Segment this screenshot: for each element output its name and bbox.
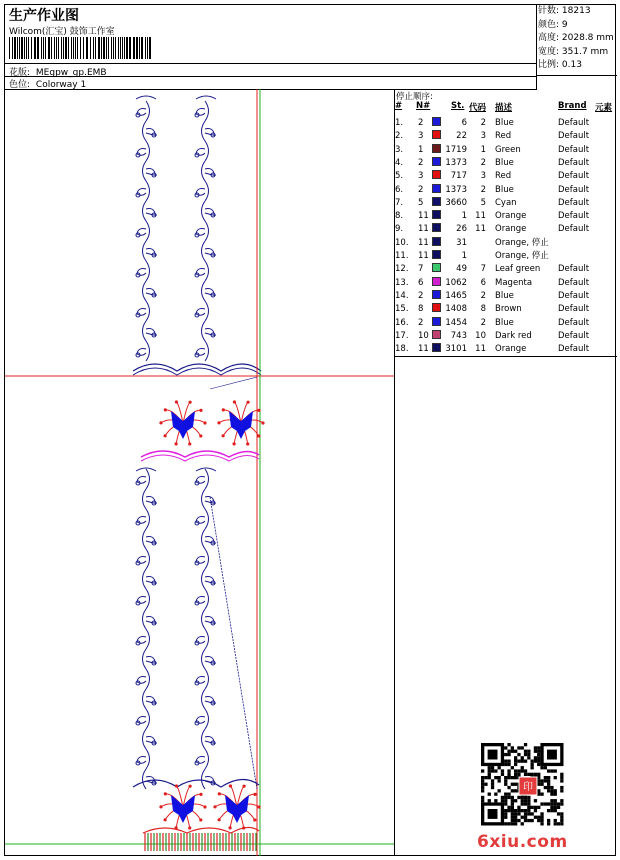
page-title: 生产作业图 <box>9 8 79 24</box>
row-n: 11 <box>418 211 429 222</box>
row-desc: Orange <box>495 344 527 355</box>
row-code: 2 <box>480 157 486 168</box>
row-n: 2 <box>418 290 424 301</box>
row-desc: Red <box>495 131 512 142</box>
watermark-text: 6xiu.com <box>477 832 568 852</box>
row-code: 2 <box>480 290 486 301</box>
embroidery-canvas <box>5 89 394 856</box>
row-brand: Default <box>558 304 590 315</box>
row-code: 11 <box>475 344 486 355</box>
color-swatch <box>432 170 441 179</box>
svg-text:印: 印 <box>523 782 533 793</box>
row-n: 5 <box>418 197 424 208</box>
col-header-stitches: St. <box>451 101 465 111</box>
legend-row <box>394 184 617 197</box>
row-stitches: 1062 <box>445 277 467 288</box>
red-seal-icon <box>519 777 537 795</box>
info-scale: 比例: 0.13 <box>538 60 582 70</box>
color-swatch <box>432 330 441 339</box>
row-stitches: 22 <box>456 131 467 142</box>
row-num: 18. <box>395 344 409 355</box>
row-n: 11 <box>418 344 429 355</box>
row-n: 11 <box>418 251 429 261</box>
row-num: 8. <box>395 211 404 222</box>
row-n: 8 <box>418 304 424 315</box>
legend-row <box>394 130 617 143</box>
stop-sequence-legend <box>394 89 617 357</box>
color-swatch <box>432 130 441 139</box>
row-code: 2 <box>480 317 486 328</box>
row-desc: Cyan <box>495 197 517 208</box>
col-header-desc: 描述 <box>495 103 513 113</box>
row-brand: Default <box>558 344 590 355</box>
row-stitches: 717 <box>450 171 467 182</box>
row-stitches: 31 <box>456 237 467 248</box>
row-num: 14. <box>395 290 409 301</box>
row-num: 3. <box>395 144 404 155</box>
row-n: 10 <box>418 330 429 341</box>
row-brand: Default <box>558 224 590 235</box>
row-brand: Default <box>558 197 590 208</box>
legend-row <box>394 290 617 303</box>
color-swatch <box>432 210 441 219</box>
row-num: 13. <box>395 277 409 288</box>
design-file-value: MEgpw_gp.EMB <box>35 68 107 78</box>
row-num: 6. <box>395 184 404 195</box>
row-desc: Orange <box>495 211 527 222</box>
design-info-panel <box>536 5 617 76</box>
row-brand: Default <box>558 184 590 195</box>
row-brand: Default <box>558 171 590 182</box>
row-code: 11 <box>475 211 486 222</box>
row-stitches: 1 <box>461 251 467 261</box>
row-stitches: 743 <box>450 330 467 341</box>
row-stitches: 1408 <box>445 304 467 315</box>
row-desc: Blue <box>495 317 514 328</box>
legend-row <box>394 157 617 170</box>
col-header-brand: Brand <box>558 101 587 111</box>
row-code: 5 <box>480 197 486 208</box>
legend-row <box>394 210 617 223</box>
color-swatch <box>432 343 441 352</box>
row-n: 3 <box>418 171 424 182</box>
row-desc: Orange, 停止 <box>495 237 549 248</box>
color-swatch <box>432 250 441 259</box>
row-num: 5. <box>395 171 404 182</box>
row-brand: Default <box>558 211 590 222</box>
embroidery-preview <box>5 89 395 856</box>
row-code: 1 <box>480 144 486 155</box>
row-num: 1. <box>395 118 404 128</box>
row-num: 16. <box>395 317 409 328</box>
row-stitches: 49 <box>456 264 467 275</box>
row-desc: Leaf green <box>495 264 541 275</box>
row-num: 9. <box>395 224 404 235</box>
legend-row <box>394 343 617 356</box>
row-n: 2 <box>418 317 424 328</box>
row-num: 7. <box>395 197 404 208</box>
legend-row <box>394 277 617 290</box>
row-n: 7 <box>418 264 424 275</box>
legend-row <box>394 263 617 276</box>
row-n: 2 <box>418 157 424 168</box>
row-code: 2 <box>480 118 486 128</box>
row-brand: Default <box>558 317 590 328</box>
row-code: 3 <box>480 171 486 182</box>
color-swatch <box>432 197 441 206</box>
color-swatch <box>432 237 441 246</box>
row-desc: Orange, 停止 <box>495 251 549 261</box>
info-stitches: 针数: 18213 <box>538 6 591 16</box>
row-brand: Default <box>558 290 590 301</box>
row-code: 2 <box>480 184 486 195</box>
legend-row <box>394 237 617 250</box>
row-desc: Blue <box>495 290 514 301</box>
row-n: 11 <box>418 224 429 235</box>
divider <box>5 63 536 64</box>
row-stitches: 3101 <box>445 344 467 355</box>
color-swatch <box>432 223 441 232</box>
row-desc: Orange <box>495 224 527 235</box>
colorway-value: Colorway 1 <box>35 80 87 90</box>
color-swatch <box>432 290 441 299</box>
info-height: 高度: 2028.8 mm <box>538 33 614 43</box>
color-swatch <box>432 277 441 286</box>
row-n: 1 <box>418 144 424 155</box>
row-stitches: 6 <box>461 118 467 128</box>
floral-motif-middle <box>159 400 264 445</box>
row-stitches: 3660 <box>445 197 467 208</box>
row-brand: Default <box>558 131 590 142</box>
legend-title: 停止顺序: <box>396 92 433 102</box>
col-header-element: 元素 <box>595 103 613 113</box>
row-brand: Default <box>558 264 590 275</box>
row-stitches: 26 <box>456 224 467 235</box>
striped-hem <box>143 827 259 851</box>
legend-row <box>394 117 617 130</box>
legend-row <box>394 250 617 263</box>
row-num: 17. <box>395 330 409 341</box>
header-panel <box>5 5 537 90</box>
row-num: 12. <box>395 264 409 275</box>
legend-row <box>394 330 617 343</box>
info-width: 宽度: 351.7 mm <box>538 46 609 57</box>
legend-row <box>394 144 617 157</box>
legend-row <box>394 303 617 316</box>
row-code: 11 <box>475 224 486 235</box>
row-brand: Default <box>558 277 590 288</box>
row-n: 2 <box>418 184 424 195</box>
color-swatch <box>432 117 441 126</box>
row-code: 6 <box>480 277 486 288</box>
row-stitches: 1719 <box>445 144 467 155</box>
col-header-num: # <box>395 101 403 111</box>
row-n: 6 <box>418 277 424 288</box>
row-stitches: 1373 <box>445 157 467 168</box>
row-desc: Blue <box>495 157 514 168</box>
floral-motif-bottom <box>159 784 260 829</box>
row-code: 3 <box>480 131 486 142</box>
legend-row <box>394 197 617 210</box>
row-num: 10. <box>395 237 409 248</box>
row-desc: Green <box>495 144 521 155</box>
row-num: 15. <box>395 304 409 315</box>
row-num: 4. <box>395 157 404 168</box>
row-n: 11 <box>418 237 429 248</box>
row-desc: Dark red <box>495 330 532 341</box>
col-header-code: 代码 <box>469 103 487 113</box>
color-swatch <box>432 263 441 272</box>
row-stitches: 1373 <box>445 184 467 195</box>
row-brand: Default <box>558 330 590 341</box>
company-name: Wilcom(汇宝) 鼓饰工作室 <box>9 27 115 37</box>
row-desc: Red <box>495 171 512 182</box>
row-stitches: 1465 <box>445 290 467 301</box>
legend-row <box>394 223 617 236</box>
row-brand: Default <box>558 118 590 128</box>
row-desc: Magenta <box>495 277 533 288</box>
row-n: 2 <box>418 118 424 128</box>
info-colors: 颜色: 9 <box>538 19 568 30</box>
color-swatch <box>432 184 441 193</box>
production-sheet <box>4 4 616 856</box>
row-n: 3 <box>418 131 424 142</box>
row-stitches: 1 <box>461 211 467 222</box>
color-swatch <box>432 157 441 166</box>
row-code: 10 <box>475 330 486 341</box>
color-swatch <box>432 144 441 153</box>
row-desc: Brown <box>495 304 522 315</box>
color-swatch <box>432 303 441 312</box>
col-header-n: N# <box>416 101 431 111</box>
colorway-label: 色位: <box>9 80 31 90</box>
legend-row <box>394 317 617 330</box>
row-num: 2. <box>395 131 404 142</box>
color-swatch <box>432 317 441 326</box>
barcode <box>9 37 154 59</box>
qr-code <box>481 743 569 827</box>
row-code: 8 <box>480 304 486 315</box>
legend-row <box>394 170 617 183</box>
row-brand: Default <box>558 157 590 168</box>
row-brand: Default <box>558 144 590 155</box>
row-stitches: 1454 <box>445 317 467 328</box>
row-desc: Blue <box>495 118 514 128</box>
design-file-label: 花版: <box>9 68 31 78</box>
row-desc: Blue <box>495 184 514 195</box>
row-num: 11. <box>395 251 409 261</box>
jump-stitch <box>210 497 257 789</box>
row-code: 7 <box>480 264 486 275</box>
